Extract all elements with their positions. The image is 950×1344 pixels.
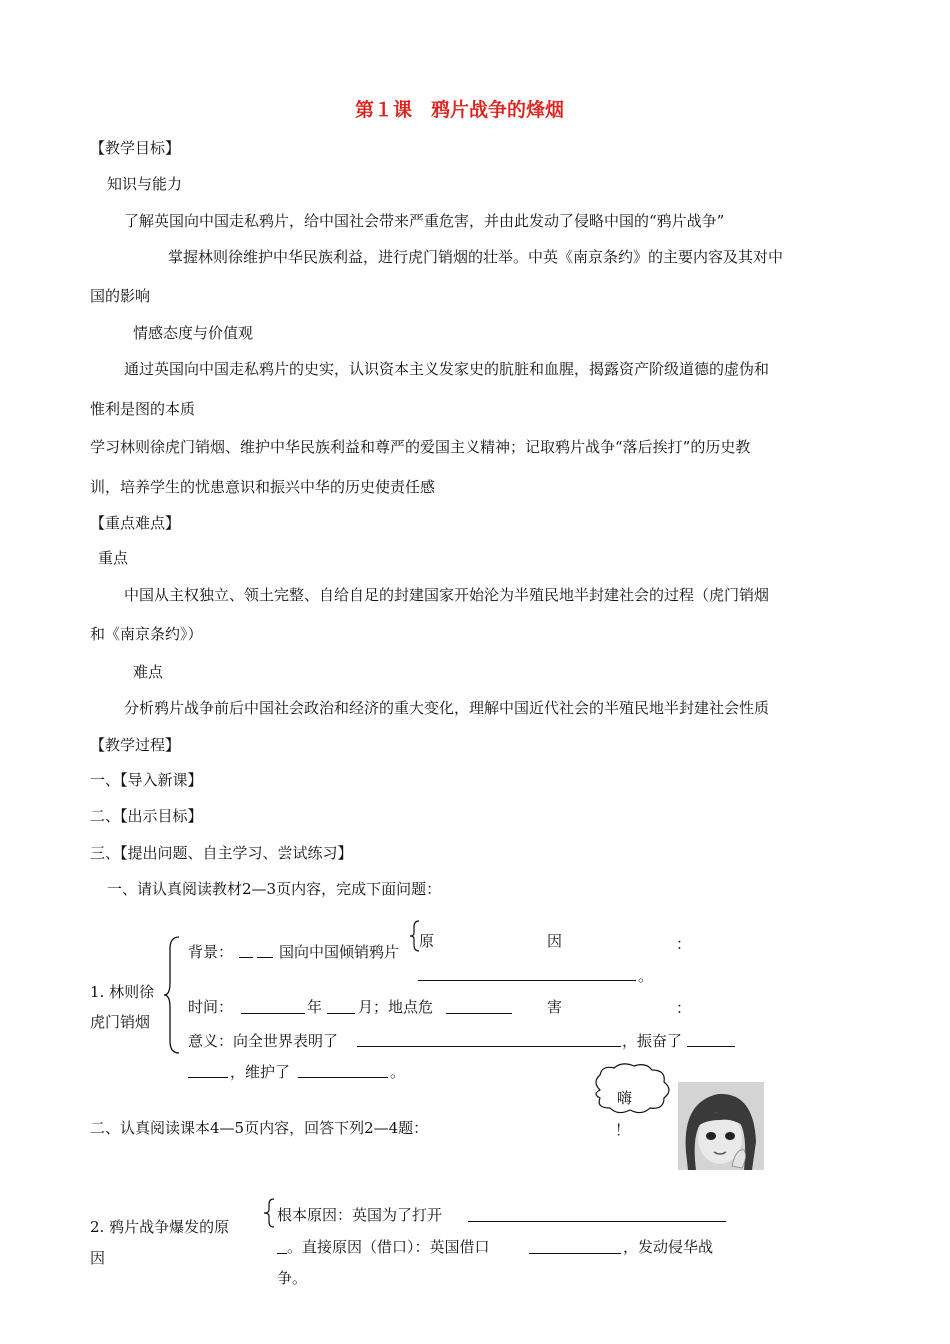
task-2: 二、认真阅读课本4—5页内容，回答下列2—4题： xyxy=(90,1119,429,1137)
direct-cause: 。直接原因（借口）：英国借口 xyxy=(287,1238,490,1256)
meaning-end: ，维护了 xyxy=(230,1063,291,1081)
q2-label-a: 2. 鸦片战争爆发的原 xyxy=(90,1218,230,1236)
meaning-blank-1[interactable] xyxy=(357,1046,621,1047)
key-heading: 重点 xyxy=(98,549,129,567)
page-title: 第１课 鸦片战争的烽烟 xyxy=(355,99,565,121)
emotion-heading: 情感态度与价值观 xyxy=(133,324,254,342)
cause-period: 。 xyxy=(638,967,654,985)
meaning-prefix: 意义：向全世界表明了 xyxy=(188,1032,339,1050)
root-cause: 根本原因：英国为了打开 xyxy=(277,1206,443,1224)
month-label: 月；地点 xyxy=(358,998,419,1016)
meaning-mid: ，振奋了 xyxy=(622,1032,683,1050)
emotion-text-2a: 学习林则徐虎门销烟、维护中华民族利益和尊严的爱国主义精神；记取鸦片战争“落后挨打”的历史教 xyxy=(90,438,751,456)
speech-bubble xyxy=(588,1060,678,1120)
exclaim-text: ！ xyxy=(615,1121,631,1139)
knowledge-text-1: 了解英国向中国走私鸦片，给中国社会带来严重危害，并由此发动了侵略中国的“鸦片战争” xyxy=(124,212,725,230)
bg-blank-2[interactable] xyxy=(257,957,273,958)
difficult-text: 分析鸦片战争前后中国社会政治和经济的重大变化，理解中国近代社会的半殖民地半封建社会性质 xyxy=(124,699,770,717)
emotion-text-1b: 惟利是图的本质 xyxy=(90,400,196,418)
emotion-text-2b: 训，培养学生的忧患意识和振兴中华的历史使责任感 xyxy=(90,478,436,496)
key-text-a: 中国从主权独立、领土完整、自给自足的封建国家开始沦为半殖民地半封建社会的过程（虎门销烟 xyxy=(124,586,770,604)
cause-colon: ： xyxy=(676,935,692,953)
year-blank[interactable] xyxy=(241,1013,305,1014)
knowledge-text-2a: 掌握林则徐维护中华民族利益，进行虎门销烟的壮举。中英《南京条约》的主要内容及其对中 xyxy=(168,248,784,266)
q2-label-b: 因 xyxy=(90,1249,106,1267)
war-end: 争。 xyxy=(277,1269,308,1287)
key-text-b: 和《南京条约》） xyxy=(90,625,203,643)
q1-label-a: 1. 林则徐 xyxy=(90,983,155,1001)
difficult-heading: 难点 xyxy=(133,663,164,681)
step-intro: 一、【导入新课】 xyxy=(90,771,203,789)
objectives-heading: 【教学目标】 xyxy=(90,139,181,157)
task-1: 一、请认真阅读教材2—3页内容，完成下面问题： xyxy=(107,880,442,898)
step-questions: 三、【提出问题、自主学习、尝试练习】 xyxy=(90,844,353,862)
q1-label-b: 虎门销烟 xyxy=(90,1013,151,1031)
harm-label-a: 危 xyxy=(418,998,434,1016)
time-prefix: 时间： xyxy=(188,998,234,1016)
meaning-period: 。 xyxy=(390,1063,406,1081)
cause-blank[interactable] xyxy=(418,980,636,981)
month-blank[interactable] xyxy=(327,1013,355,1014)
process-heading: 【教学过程】 xyxy=(90,736,181,754)
meaning-blank-4[interactable] xyxy=(298,1077,388,1078)
harm-label-b: 害 xyxy=(547,998,563,1016)
knowledge-text-2b: 国的影响 xyxy=(90,287,151,305)
root-cause-blank[interactable] xyxy=(468,1221,726,1222)
cause-label-b: 因 xyxy=(547,932,563,950)
cause-label-a: 原 xyxy=(419,932,435,950)
year-label: 年 xyxy=(307,998,323,1016)
bubble-text: 嗨 xyxy=(617,1089,633,1107)
bg-prefix: 背景： xyxy=(188,943,234,961)
key-points-heading: 【重点难点】 xyxy=(90,514,181,532)
emotion-text-1a: 通过英国向中国走私鸦片的史实，认识资本主义发家史的肮脏和血腥，揭露资产阶级道德的虚伪和 xyxy=(124,360,770,378)
meaning-blank-3[interactable] xyxy=(188,1077,228,1078)
step-objectives: 二、【出示目标】 xyxy=(90,807,203,825)
bg-suffix: 国向中国倾销鸦片 xyxy=(279,943,400,961)
direct-cause-blank[interactable] xyxy=(529,1253,621,1254)
q1-brace xyxy=(162,935,182,1055)
place-blank[interactable] xyxy=(446,1013,512,1014)
q2-brace xyxy=(263,1198,277,1228)
bg-blank-1[interactable] xyxy=(239,957,253,958)
knowledge-heading: 知识与能力 xyxy=(107,175,183,193)
meaning-blank-2[interactable] xyxy=(687,1046,735,1047)
direct-suffix: ，发动侵华战 xyxy=(623,1238,714,1256)
root-cause-blank-cont[interactable] xyxy=(277,1253,287,1254)
harm-colon: ： xyxy=(676,999,692,1017)
girl-cartoon-icon xyxy=(678,1082,764,1170)
